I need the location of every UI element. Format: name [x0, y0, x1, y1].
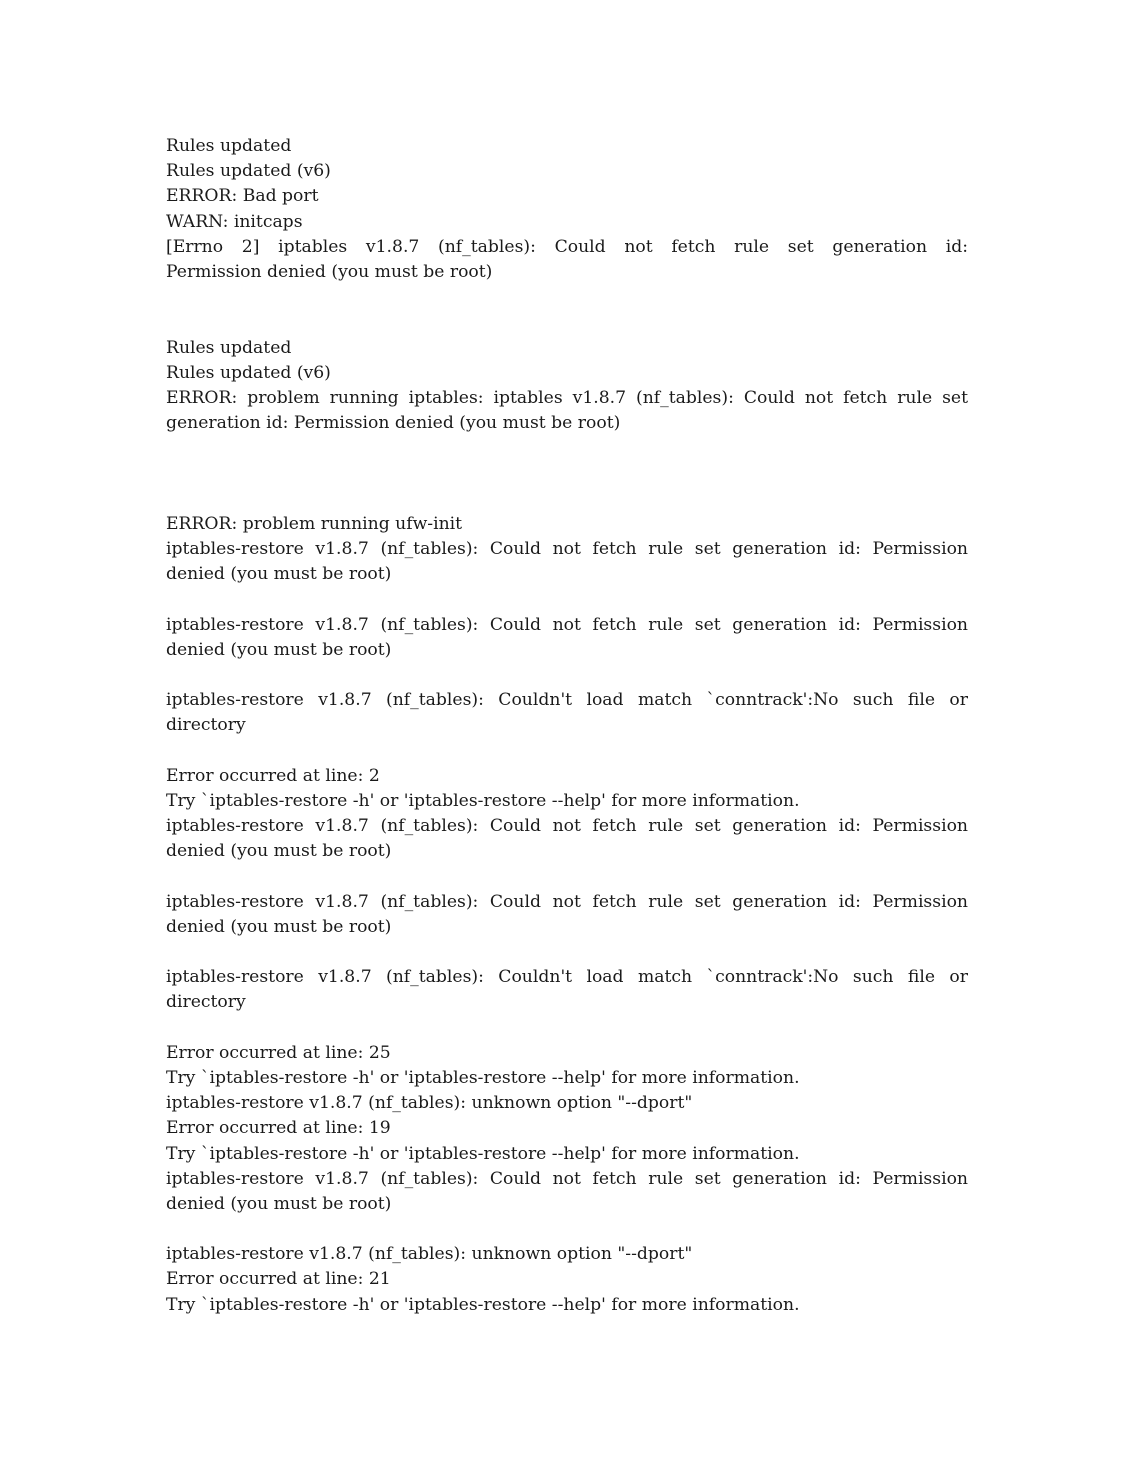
- log-line: iptables-restore v1.8.7 (nf_tables): unknown option "--dport": [166, 1244, 693, 1265]
- log-line: Rules updated: [166, 337, 292, 358]
- log-line: denied (you must be root): [166, 639, 392, 660]
- log-line: Rules updated: [166, 136, 292, 156]
- log-block-6: [166, 764, 968, 865]
- log-line: Permission denied (you must be root): [166, 261, 493, 282]
- log-line: iptables-restore v1.8.7 (nf_tables): Could not fetch rule set generation id: Permission: [166, 614, 968, 635]
- log-block-2: [166, 336, 968, 437]
- log-line: Error occurred at line: 2: [166, 765, 380, 786]
- log-line: directory: [166, 715, 246, 736]
- blank-space: [166, 587, 968, 612]
- log-line: Try `iptables-restore -h' or 'iptables-restore --help' for more information.: [166, 1067, 800, 1088]
- log-block-10: [166, 1242, 968, 1318]
- log-line: denied (you must be root): [166, 1193, 392, 1214]
- blank-space: [166, 1016, 968, 1041]
- log-block-8: [166, 965, 968, 1015]
- log-block-5: [166, 688, 968, 738]
- blank-space: [166, 864, 968, 889]
- log-line: generation id: Permission denied (you must be root): [166, 413, 621, 434]
- log-line: directory: [166, 992, 246, 1013]
- log-line: Try `iptables-restore -h' or 'iptables-restore --help' for more information.: [166, 1143, 800, 1164]
- log-line: Error occurred at line: 21: [166, 1269, 391, 1290]
- blank-space: [166, 739, 968, 764]
- log-line: denied (you must be root): [166, 841, 392, 862]
- document-body: [166, 134, 968, 1318]
- log-line: ERROR: problem running ufw-init: [166, 513, 463, 534]
- blank-space: [166, 940, 968, 965]
- log-line: iptables-restore v1.8.7 (nf_tables): Could not fetch rule set generation id: Permission: [166, 539, 968, 560]
- blank-space: [166, 285, 968, 335]
- log-block-9: [166, 1041, 968, 1217]
- log-line: denied (you must be root): [166, 916, 392, 937]
- log-block-4: [166, 613, 968, 663]
- log-block-7: [166, 890, 968, 940]
- log-line: iptables-restore v1.8.7 (nf_tables): Couldn't load match `conntrack':No such file or: [166, 967, 968, 988]
- log-line: iptables-restore v1.8.7 (nf_tables): unknown option "--dport": [166, 1093, 693, 1114]
- log-line: iptables-restore v1.8.7 (nf_tables): Could not fetch rule set generation id: Permission: [166, 891, 968, 912]
- log-line: Rules updated (v6): [166, 161, 331, 182]
- blank-space: [166, 663, 968, 688]
- log-line: iptables-restore v1.8.7 (nf_tables): Couldn't load match `conntrack':No such file or: [166, 690, 968, 711]
- log-line: denied (you must be root): [166, 564, 392, 585]
- log-block-3: [166, 512, 968, 588]
- log-line: Try `iptables-restore -h' or 'iptables-restore --help' for more information.: [166, 790, 800, 811]
- blank-space: [166, 436, 968, 512]
- log-line: ERROR: Bad port: [166, 186, 319, 207]
- log-line: Rules updated (v6): [166, 362, 331, 383]
- log-line: iptables-restore v1.8.7 (nf_tables): Could not fetch rule set generation id: Permission: [166, 816, 968, 837]
- log-block-1: [166, 134, 968, 285]
- log-line: Error occurred at line: 19: [166, 1118, 391, 1139]
- log-line: Error occurred at line: 25: [166, 1042, 391, 1063]
- log-line: ERROR: problem running iptables: iptables v1.8.7 (nf_tables): Could not fetch rule set: [166, 387, 968, 408]
- blank-space: [166, 1217, 968, 1242]
- log-line: Try `iptables-restore -h' or 'iptables-restore --help' for more information.: [166, 1294, 800, 1315]
- log-line: WARN: initcaps: [166, 211, 303, 232]
- log-line: [Errno 2] iptables v1.8.7 (nf_tables): Could not fetch rule set generation id:: [166, 236, 968, 257]
- log-line: iptables-restore v1.8.7 (nf_tables): Could not fetch rule set generation id: Permission: [166, 1168, 968, 1189]
